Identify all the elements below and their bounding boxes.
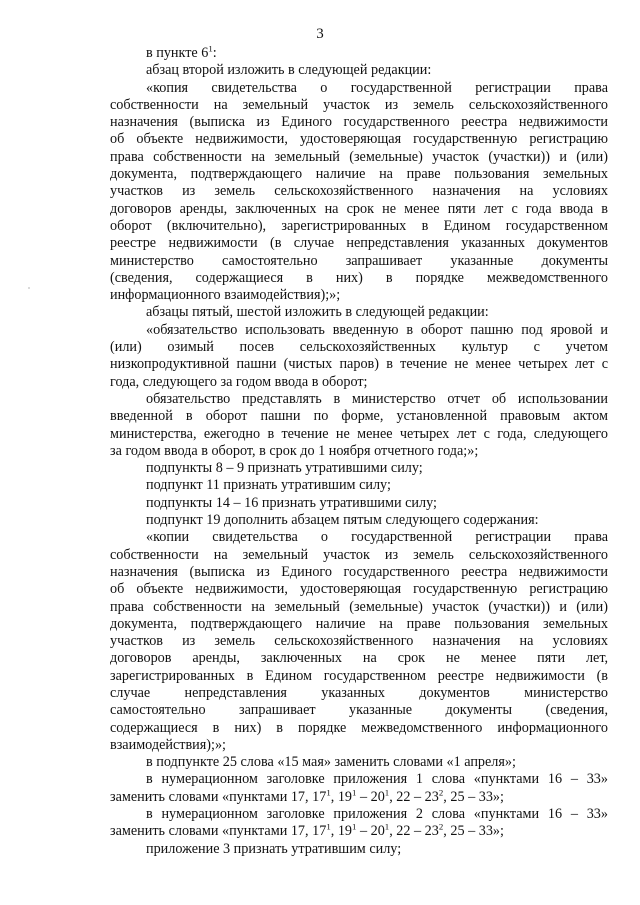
line-text: оборот (включительно), зарегистрированных в Едином государственном: [110, 217, 608, 234]
text-line: [110, 443, 608, 460]
text-line: [110, 218, 608, 235]
line-text: собственности на земельный участок из земель сельскохозяйственного: [110, 546, 608, 563]
text-line: [110, 737, 608, 754]
superscript: 1: [352, 788, 357, 798]
text-line: [110, 650, 608, 667]
text-fragment: – 20: [356, 788, 385, 805]
text-fragment: заменить словами «пунктами 17, 17: [110, 823, 327, 840]
superscript: 1: [352, 823, 357, 832]
text-line: [110, 529, 608, 546]
text-fragment: , 19: [330, 823, 352, 840]
text-line: [110, 149, 608, 166]
line-text: (сведения, содержащиеся в них) в порядке межведомственного: [110, 269, 608, 286]
text-fragment: , 25 – 33»;: [443, 823, 504, 840]
text-line: [110, 322, 608, 339]
text-line: [110, 235, 608, 252]
line-text: права собственности на земельный (земельные) участок (участки)) и (или): [110, 598, 608, 615]
line-text: участков из земель сельскохозяйственного назначения на условиях: [110, 633, 608, 650]
text-line: [110, 391, 608, 408]
text-fragment: , 19: [330, 788, 352, 805]
line-text: года, следующего за годом ввода в оборот;: [110, 373, 368, 390]
text-line: [110, 564, 608, 581]
text-line: [110, 45, 608, 62]
text-line: [110, 131, 608, 148]
text-line: [110, 581, 608, 598]
text-line: [110, 841, 608, 858]
line-text: министерство самостоятельно запрашивает указанные документы: [110, 252, 608, 269]
line-text: (или) озимый посев сельскохозяйственных культур с учетом: [110, 339, 608, 356]
line-text: абзацы пятый, шестой изложить в следующей редакции:: [146, 304, 489, 321]
line-text: договоров аренды, заключенных на срок не менее пяти лет,: [110, 650, 608, 667]
text-line: [110, 512, 608, 529]
document-body: [110, 45, 608, 858]
text-line: [110, 408, 608, 425]
text-line: [110, 720, 608, 737]
text-line: [110, 183, 608, 200]
line-text: реестре недвижимости (в случае непредставления указанных документов: [110, 235, 608, 252]
text-line: [110, 356, 608, 373]
text-fragment: , 22 – 23: [389, 823, 439, 840]
line-text: за годом ввода в оборот, в срок до 1 ноября отчетного года;»;: [110, 442, 479, 459]
line-text: подпункты 8 – 9 признать утратившими силу;: [146, 460, 423, 477]
text-line: [110, 253, 608, 270]
line-text: участков из земель сельскохозяйственного назначения на условиях: [110, 183, 608, 200]
text-line: [110, 114, 608, 131]
text-line: [110, 426, 608, 443]
line-text: подпункты 14 – 16 признать утратившими силу;: [146, 494, 437, 511]
text-line: [110, 201, 608, 218]
line-text: подпункт 19 дополнить абзацем пятым следующего содержания:: [146, 512, 539, 529]
line-text: самостоятельно запрашивает указанные документы (сведения,: [110, 702, 608, 719]
text-line: [110, 547, 608, 564]
text-fragment: заменить словами «пунктами 17, 17: [110, 788, 327, 805]
line-text: зарегистрированных в Едином государственном реестре недвижимости (в: [110, 667, 608, 684]
line-text: об объекте недвижимости, удостоверяющая государственную регистрацию: [110, 131, 608, 148]
text-line: [110, 374, 608, 391]
line-text: содержащиеся в них) в порядке межведомственного информационного: [110, 719, 608, 736]
line-text: в пункте 6: [146, 45, 209, 61]
text-line: [110, 304, 608, 321]
text-line: [110, 339, 608, 356]
line-text: назначения (выписка из Единого государственного реестра недвижимости: [110, 563, 608, 580]
line-text: взаимодействия);»;: [110, 736, 226, 753]
text-line: [110, 823, 608, 840]
text-line: [110, 702, 608, 719]
line-text: «обязательство использовать введенную в оборот пашню под яровой и: [146, 321, 608, 338]
line-text: «копия свидетельства о государственной регистрации права: [146, 79, 608, 96]
text-line: [110, 599, 608, 616]
line-text: случае непредставления указанных документов министерство: [110, 684, 608, 701]
line-text-suffix: :: [212, 45, 217, 61]
line-text: права собственности на земельный (земельные) участок (участки)) и (или): [110, 148, 608, 165]
text-line: [110, 477, 608, 494]
line-text: обязательство представлять в министерство отчет об использовании: [146, 390, 608, 407]
text-line: [110, 754, 608, 771]
text-line: [110, 616, 608, 633]
superscript: 1: [326, 823, 331, 832]
superscript: 1: [384, 823, 390, 832]
text-line: [110, 80, 608, 97]
superscript: 2: [438, 788, 444, 798]
line-text: документа, подтверждающего наличие на праве пользования земельных: [110, 166, 608, 183]
text-line: [110, 166, 608, 183]
scan-speck: [28, 287, 30, 289]
line-text: назначения (выписка из Единого государственного реестра недвижимости: [110, 114, 608, 131]
line-text: информационного взаимодействия);»;: [110, 287, 341, 304]
line-text: «копии свидетельства о государственной регистрации права: [146, 529, 608, 546]
text-line: [110, 789, 608, 806]
superscript: 1: [384, 788, 390, 798]
text-line: [110, 685, 608, 702]
superscript: 2: [438, 823, 444, 832]
text-fragment: – 20: [356, 823, 385, 840]
page-number: 3: [316, 26, 324, 42]
line-text: в нумерационном заголовке приложения 1 слова «пунктами 16 – 33»: [146, 771, 608, 788]
text-line: [110, 270, 608, 287]
text-line: [110, 62, 608, 79]
text-line: [110, 806, 608, 823]
line-text: документа, подтверждающего наличие на праве пользования земельных: [110, 615, 608, 632]
superscript: 1: [208, 45, 213, 54]
text-line: [110, 287, 608, 304]
text-fragment: , 25 – 33»;: [443, 788, 504, 805]
text-line: [110, 771, 608, 788]
line-text: приложение 3 признать утратившим силу;: [146, 840, 402, 857]
text-line: [110, 495, 608, 512]
line-text: низкопродуктивной пашни (чистых паров) в течение не менее четырех лет с: [110, 356, 608, 373]
line-text: абзац второй изложить в следующей редакции:: [146, 62, 432, 79]
line-text: об объекте недвижимости, удостоверяющая государственную регистрацию: [110, 581, 608, 598]
line-text: собственности на земельный участок из земель сельскохозяйственного: [110, 96, 608, 113]
line-text: в нумерационном заголовке приложения 2 слова «пунктами 16 – 33»: [146, 806, 608, 823]
text-line: [110, 668, 608, 685]
line-text: в подпункте 25 слова «15 мая» заменить словами «1 апреля»;: [146, 754, 516, 771]
text-fragment: , 22 – 23: [389, 788, 439, 805]
line-text: договоров аренды, заключенных на срок не менее пяти лет с года ввода в: [110, 200, 608, 217]
line-text: министерства, ежегодно в течение не менее четырех лет с года, следующего: [110, 425, 608, 442]
text-line: [110, 97, 608, 114]
line-text: введенной в оборот пашни по форме, установленной правовым актом: [110, 408, 608, 425]
superscript: 1: [326, 788, 331, 798]
text-line: [110, 460, 608, 477]
text-line: [110, 633, 608, 650]
line-text: подпункт 11 признать утратившим силу;: [146, 477, 391, 494]
